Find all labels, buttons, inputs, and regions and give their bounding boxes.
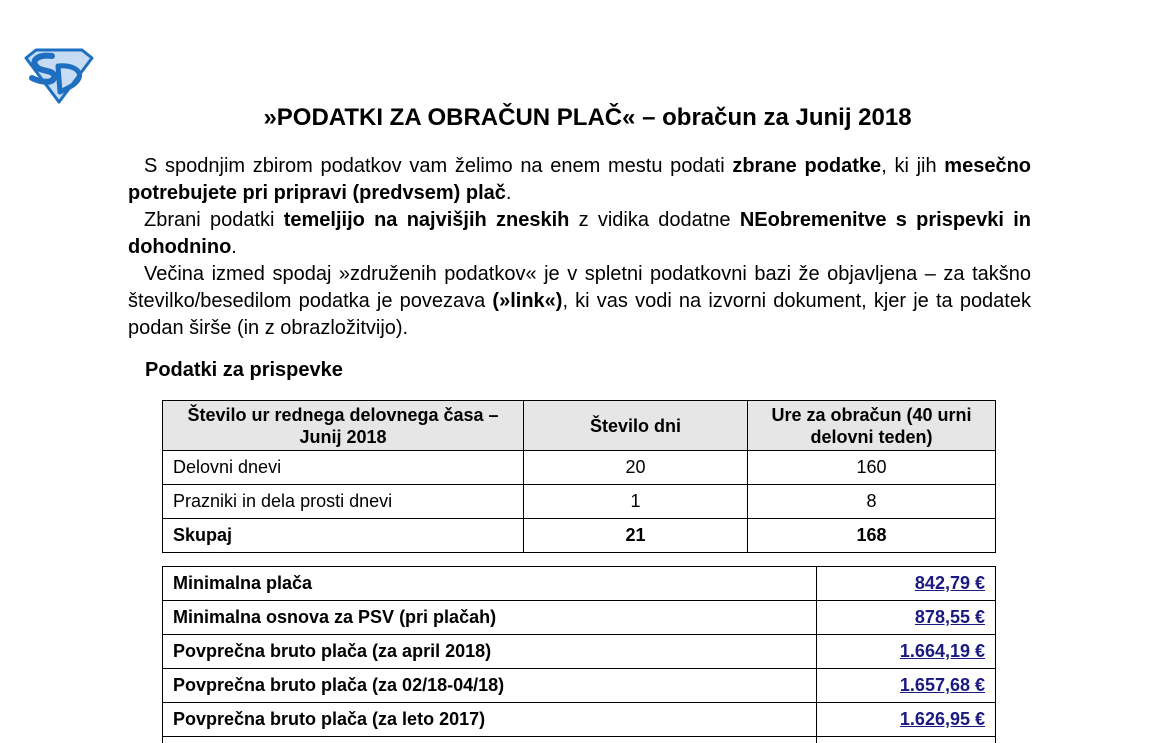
avg-gross-wage-april-link[interactable]: 1.664,19 € bbox=[899, 641, 985, 661]
section-heading: Podatki za prispevke bbox=[145, 359, 343, 381]
page-title: »PODATKI ZA OBRAČUN PLAČ« – obračun za Junij 2018 bbox=[263, 104, 912, 131]
avg-gross-wage-2017-link[interactable]: 1.626,95 € bbox=[899, 709, 985, 729]
table-row bbox=[163, 567, 996, 601]
column-header: Število dni bbox=[524, 401, 748, 451]
working-hours-table bbox=[162, 400, 996, 553]
days-cell: 21 bbox=[524, 519, 748, 553]
intro-paragraph-3: Večina izmed spodaj »združenih podatkov« je v spletni podatkovni bazi že objavljena – za takšno številko/besedilom podatka je povezava (»link«), ki vas vodi na izvorni dokument, kjer je ta podatek podan širše (in z obrazložitvijo). bbox=[128, 263, 1031, 339]
column-header: Število ur rednega delovnega časa – Junij 2018 bbox=[163, 401, 524, 451]
hours-cell: 8 bbox=[748, 485, 996, 519]
row-label: Minimalna osnova za PSV (pri plačah) bbox=[163, 601, 817, 635]
intro-paragraph-2: Zbrani podatki temeljijo na najvišjih zneskih z vidika dodatne NEobremenitve s prispevki in dohodnino. bbox=[128, 209, 1032, 258]
row-label: Prazniki in dela prosti dnevi bbox=[163, 485, 524, 519]
table-row bbox=[163, 451, 996, 485]
row-label: Povprečna bruto plača (za april 2018) bbox=[163, 635, 817, 669]
minimal-psv-base-link[interactable]: 878,55 € bbox=[914, 607, 985, 627]
row-label: Povprečna bruto plača (za 02/18-04/18) bbox=[163, 669, 817, 703]
intro-text bbox=[128, 153, 1031, 342]
minimal-wage-link[interactable]: 842,79 € bbox=[914, 573, 985, 593]
hours-cell: 160 bbox=[748, 451, 996, 485]
table-row bbox=[163, 669, 996, 703]
table-row bbox=[163, 601, 996, 635]
table-row bbox=[163, 737, 996, 743]
row-label: Delovni dnevi bbox=[163, 451, 524, 485]
table-row bbox=[163, 635, 996, 669]
column-header: Ure za obračun (40 urni delovni teden) bbox=[748, 401, 996, 451]
table-row-total bbox=[163, 519, 996, 553]
days-cell: 20 bbox=[524, 451, 748, 485]
avg-gross-wage-quarter-link[interactable]: 1.657,68 € bbox=[899, 675, 985, 695]
row-label: Minimalna plača bbox=[163, 567, 817, 601]
table-row bbox=[163, 703, 996, 737]
table-header-row bbox=[163, 401, 996, 451]
hours-cell: 168 bbox=[748, 519, 996, 553]
table-row bbox=[163, 485, 996, 519]
row-label: Skupaj bbox=[163, 519, 524, 553]
days-cell: 1 bbox=[524, 485, 748, 519]
row-label: Povprečna bruto plača (za leto 2017) bbox=[163, 703, 817, 737]
sd-shield-logo-icon bbox=[22, 48, 96, 104]
intro-paragraph-1: S spodnjim zbirom podatkov vam želimo na enem mestu podati zbrane podatke, ki jih mesečno potrebujete pri pripravi (predvsem) plač. bbox=[128, 155, 1032, 204]
wage-data-table bbox=[162, 566, 996, 743]
